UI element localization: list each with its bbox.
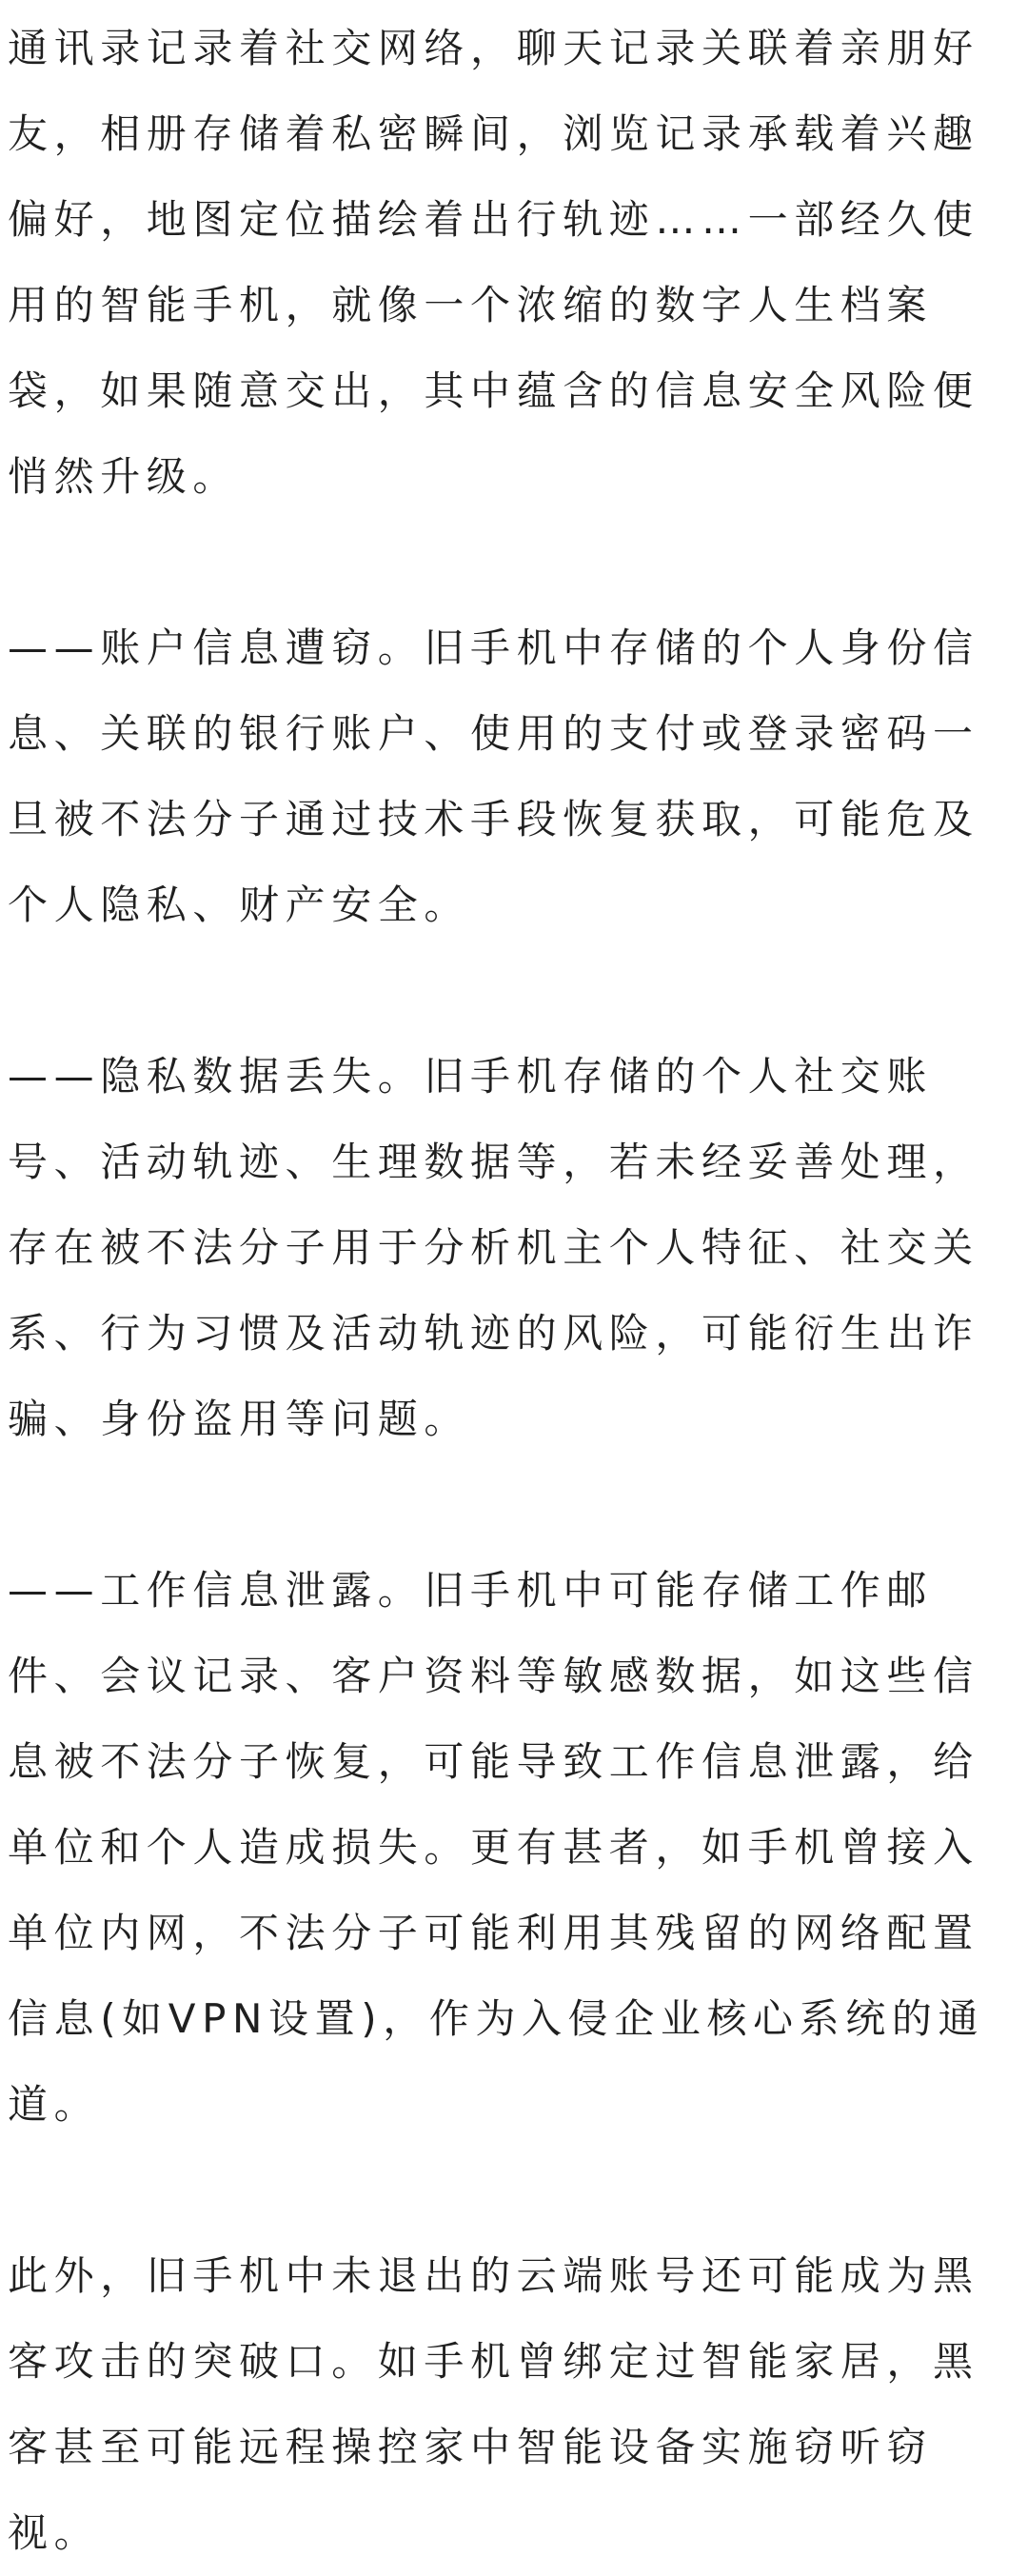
text-line: 单位内网，不法分子可能利用其残留的网络配置 bbox=[8, 1910, 979, 1956]
text-line: 友，相册存储着私密瞬间，浏览记录承载着兴趣 bbox=[8, 110, 979, 157]
text-line: 单位和个人造成损失。更有甚者，如手机曾接入 bbox=[8, 1824, 979, 1871]
text-line: 悄然升级。 bbox=[8, 453, 240, 500]
paragraph-spacer bbox=[8, 2148, 1020, 2233]
text-line: 通讯录记录着社交网络，聊天记录关联着亲朋好 bbox=[8, 25, 979, 71]
text-line: 旦被不法分子通过技术手段恢复获取，可能危及 bbox=[8, 796, 979, 842]
text-line: 用的智能手机，就像一个浓缩的数字人生档案 bbox=[8, 282, 934, 328]
text-line: 个人隐私、财产安全。 bbox=[8, 882, 471, 928]
text-line: ——隐私数据丢失。旧手机存储的个人社交账 bbox=[8, 1053, 934, 1100]
text-line: 视。 bbox=[8, 2509, 101, 2556]
paragraph-spacer bbox=[8, 948, 1020, 1034]
text-line: 袋，如果随意交出，其中蕴含的信息安全风险便 bbox=[8, 367, 979, 414]
paragraph-cloud-account bbox=[8, 2233, 1020, 2576]
text-line: 息被不法分子恢复，可能导致工作信息泄露，给 bbox=[8, 1738, 979, 1785]
text-line: 信息(如VPN设置)，作为入侵企业核心系统的通 bbox=[8, 1995, 985, 2042]
text-line: 存在被不法分子用于分析机主个人特征、社交关 bbox=[8, 1224, 979, 1271]
text-line: 此外，旧手机中未退出的云端账号还可能成为黑 bbox=[8, 2252, 979, 2299]
text-line: ——账户信息遭窃。旧手机中存储的个人身份信 bbox=[8, 624, 979, 671]
text-line: 偏好，地图定位描绘着出行轨迹……一部经久使 bbox=[8, 196, 979, 243]
text-line: 客攻击的突破口。如手机曾绑定过智能家居，黑 bbox=[8, 2338, 979, 2385]
paragraph-intro bbox=[8, 6, 1020, 520]
text-line: 号、活动轨迹、生理数据等，若未经妥善处理， bbox=[8, 1139, 979, 1185]
paragraph-work-leak bbox=[8, 1548, 1020, 2148]
paragraph-spacer bbox=[8, 1462, 1020, 1548]
text-line: 息、关联的银行账户、使用的支付或登录密码一 bbox=[8, 710, 979, 757]
paragraph-account-theft bbox=[8, 605, 1020, 948]
text-line: 骗、身份盗用等问题。 bbox=[8, 1396, 471, 1442]
text-line: 客甚至可能远程操控家中智能设备实施窃听窃 bbox=[8, 2424, 934, 2470]
text-line: 道。 bbox=[8, 2081, 101, 2128]
paragraph-spacer bbox=[8, 520, 1020, 605]
text-line: 系、行为习惯及活动轨迹的风险，可能衍生出诈 bbox=[8, 1310, 979, 1357]
text-line: 件、会议记录、客户资料等敏感数据，如这些信 bbox=[8, 1653, 979, 1699]
text-line: ——工作信息泄露。旧手机中可能存储工作邮 bbox=[8, 1567, 934, 1614]
paragraph-privacy-loss bbox=[8, 1034, 1020, 1462]
